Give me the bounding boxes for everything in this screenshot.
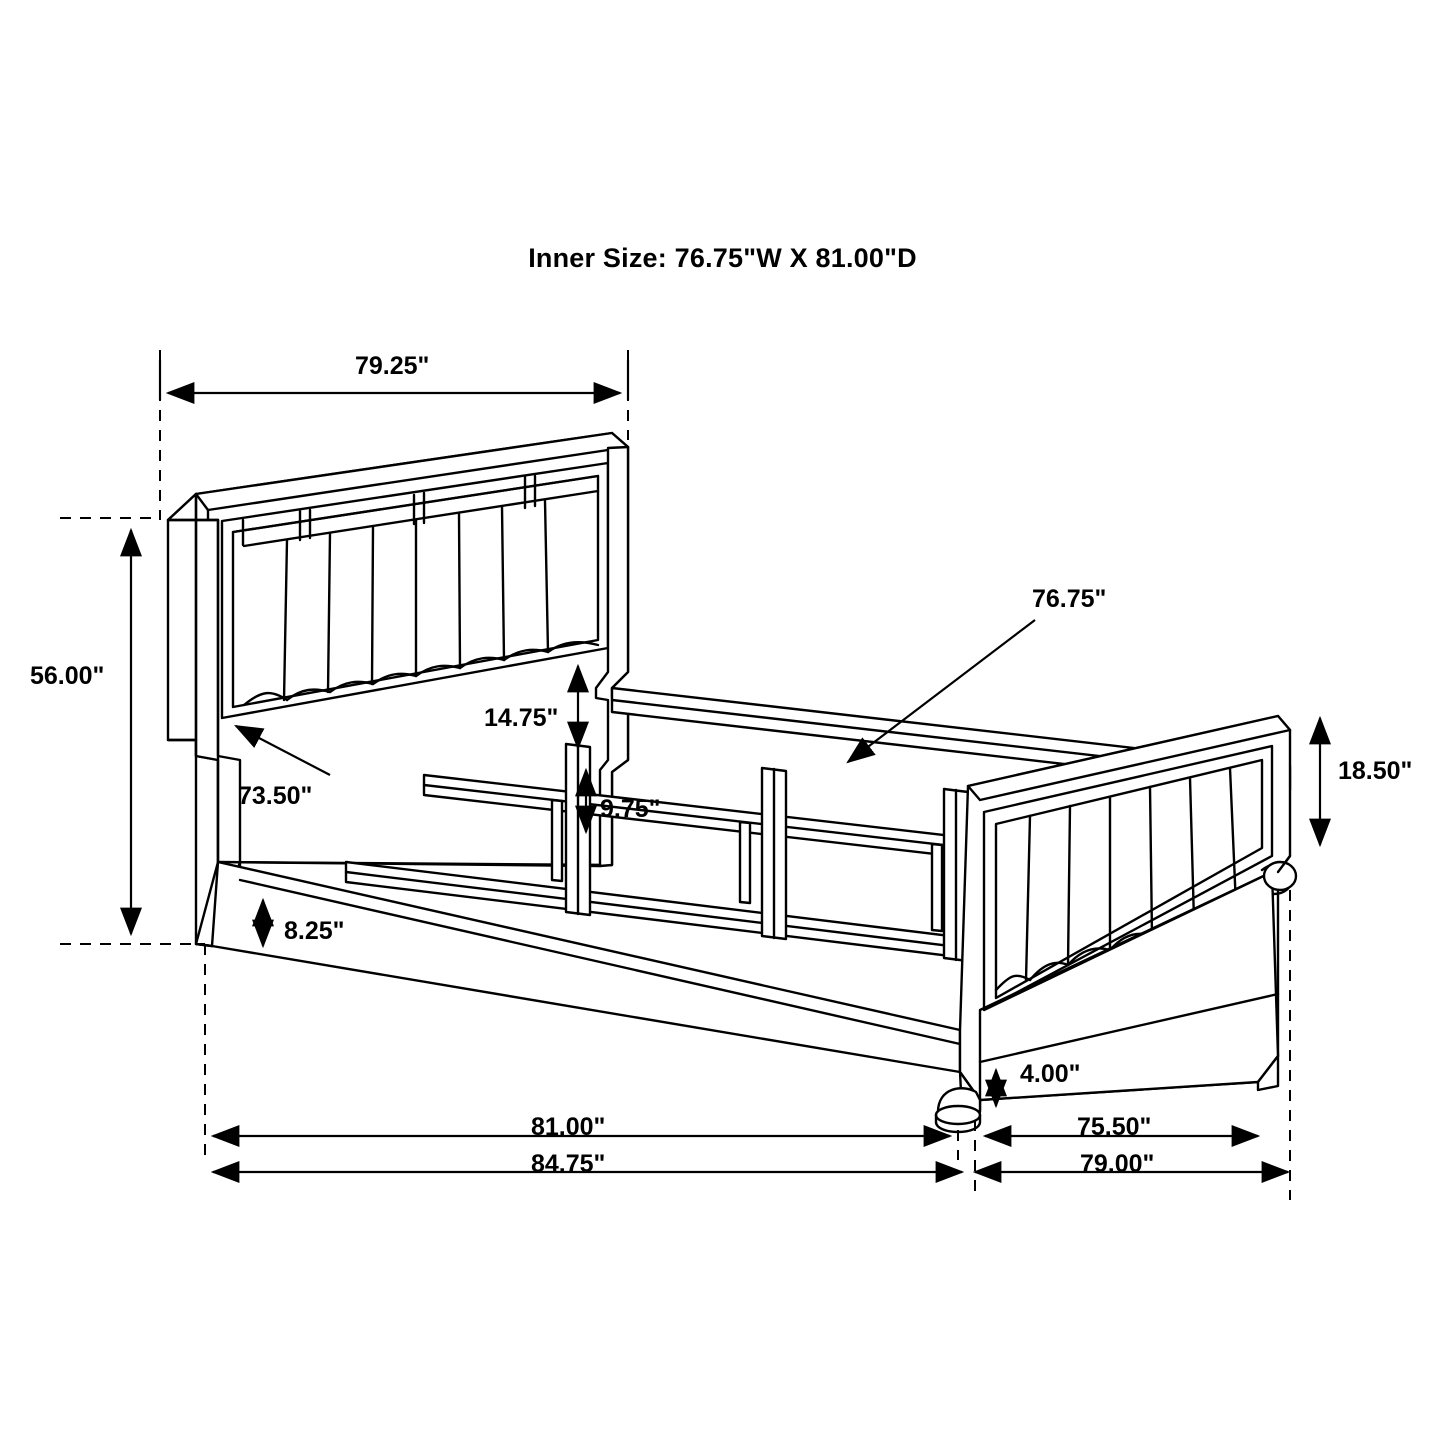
dimension-label-footboard-height: 18.50": [1338, 757, 1413, 785]
dimension-label-foot-leg-height: 4.00": [1020, 1060, 1081, 1088]
page-title: Inner Size: 76.75"W X 81.00"D: [528, 243, 917, 273]
dimension-label-headboard-height: 56.00": [30, 662, 105, 690]
dimension-label-overall-depth: 84.75": [531, 1150, 606, 1178]
dimension-label-clearance-under-rail: 8.25": [284, 917, 345, 945]
dimension-label-headboard-inner-width: 73.50": [238, 782, 313, 810]
dimension-label-footboard-width: 79.00": [1080, 1150, 1155, 1178]
dimension-label-inner-depth: 81.00": [531, 1113, 606, 1141]
dimension-label-inner-width: 76.75": [1032, 585, 1107, 613]
dimension-label-headboard-width: 79.25": [355, 352, 430, 380]
dimension-label-footboard-inner-width: 75.50": [1077, 1113, 1152, 1141]
dimension-label-rail-to-slat: 9.75": [600, 795, 661, 823]
dimension-label-headboard-panel-height: 14.75": [484, 704, 559, 732]
